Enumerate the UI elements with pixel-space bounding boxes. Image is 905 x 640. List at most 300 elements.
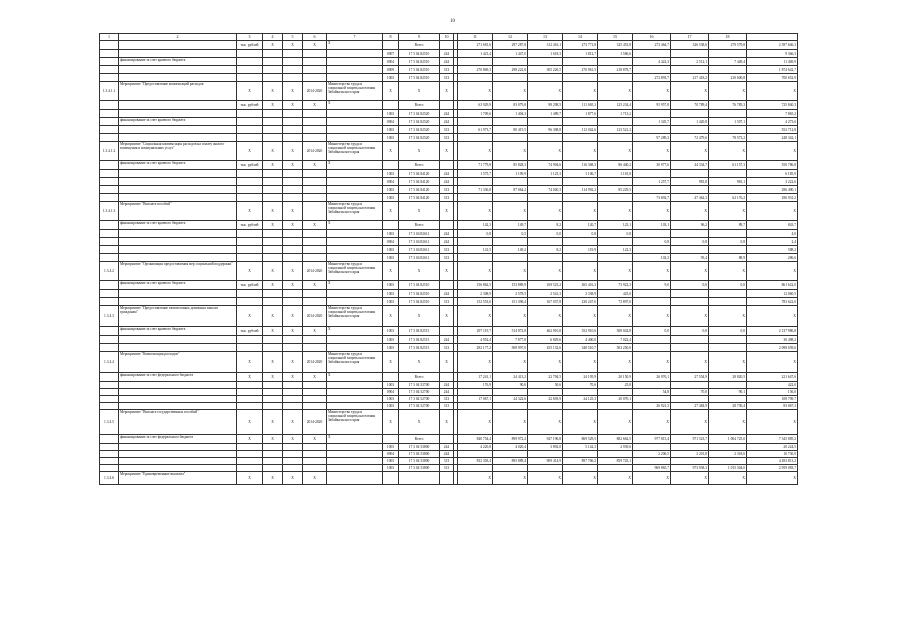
table-cell: 1003: [383, 382, 399, 389]
table-cell: X: [237, 262, 263, 281]
table-cell: X: [671, 472, 709, 485]
table-cell: 508 042,8: [598, 327, 633, 336]
page-number: 10: [450, 19, 455, 24]
table-cell: X: [458, 142, 493, 161]
table-cell: [100, 238, 119, 246]
table-cell: X: [528, 82, 563, 101]
table-cell: 221 647,6: [747, 373, 798, 382]
table-cell: 0,0: [671, 281, 709, 290]
table-cell: X: [671, 352, 709, 373]
table-cell: [493, 389, 528, 396]
table-cell: 17 3 04 82611: [399, 230, 440, 238]
table-cell: X: [528, 262, 563, 281]
table-cell: X: [598, 82, 633, 101]
table-cell: 4 020,4: [493, 444, 528, 451]
table-cell: 80 415,5: [493, 126, 528, 134]
table-cell: X: [303, 41, 327, 50]
table-cell: [100, 170, 119, 178]
table-cell: [119, 246, 237, 254]
table-cell: 1 713,2: [598, 110, 633, 118]
table-cell: [528, 465, 563, 472]
table-cell: 12 060,5: [747, 290, 798, 298]
table-cell: [327, 465, 383, 472]
table-row: [100, 254, 798, 262]
table-cell: [303, 254, 327, 262]
table-cell: [327, 238, 383, 246]
table-cell: X: [493, 410, 528, 435]
table-cell: X: [598, 352, 633, 373]
table-cell: X: [493, 352, 528, 373]
table-cell: [671, 444, 709, 451]
table-cell: X: [747, 142, 798, 161]
table-cell: X: [458, 306, 493, 327]
table-cell: [598, 58, 633, 66]
table-cell: X: [237, 142, 263, 161]
table-cell: 0,8: [671, 238, 709, 246]
table-cell: [458, 58, 493, 66]
table-cell: 122,3: [598, 246, 633, 254]
table-cell: 63 929,9: [458, 101, 493, 110]
table-cell: [303, 202, 327, 221]
table-cell: [303, 186, 327, 194]
table-cell: X: [263, 161, 283, 170]
table-cell: X: [598, 306, 633, 327]
table-cell: 149,2: [493, 246, 528, 254]
header-cell: 17: [671, 34, 709, 41]
table-cell: 116 368,3: [563, 161, 598, 170]
table-cell: [100, 465, 119, 472]
table-cell: 4 493 813,2: [747, 458, 798, 465]
table-cell: [633, 170, 671, 178]
table-cell: X: [283, 262, 303, 281]
table-cell: [493, 238, 528, 246]
table-cell: 1.3.4.2: [100, 262, 119, 281]
table-cell: 2014-2020: [303, 142, 327, 161]
table-cell: [633, 50, 671, 58]
table-cell: [303, 110, 327, 118]
table-cell: X: [440, 202, 454, 221]
table-cell: [263, 444, 283, 451]
table-cell: X: [383, 82, 399, 101]
table-cell: [633, 344, 671, 352]
table-cell: [100, 118, 119, 126]
table-cell: [263, 170, 283, 178]
table-cell: [237, 458, 263, 465]
table-cell: 11 469,9: [747, 58, 798, 66]
table-cell: 4 400,0: [563, 336, 598, 344]
table-cell: 244: [440, 336, 454, 344]
table-cell: [671, 458, 709, 465]
header-cell: 7: [327, 34, 383, 41]
table-cell: Всего: [399, 435, 440, 444]
table-row: [100, 170, 798, 178]
table-cell: 44 334,7: [671, 161, 709, 170]
table-cell: [598, 389, 633, 396]
table-cell: 270 869,3: [458, 66, 493, 74]
table-cell: 1 877,6: [563, 110, 598, 118]
table-cell: [303, 458, 327, 465]
table-row: [100, 344, 798, 352]
table-cell: 17 3 04 82510: [399, 66, 440, 74]
table-cell: [458, 74, 493, 82]
table-row: [100, 126, 798, 134]
table-row: [100, 396, 798, 403]
table-cell: X: [633, 262, 671, 281]
table-cell: 244: [440, 451, 454, 458]
table-cell: 2 541,3: [528, 290, 563, 298]
table-cell: 313: [440, 194, 454, 202]
table-cell: X: [283, 306, 303, 327]
table-cell: [283, 230, 303, 238]
table-row: [100, 336, 798, 344]
table-cell: [263, 465, 283, 472]
table-row: [100, 352, 798, 373]
table-cell: 292 177,2: [458, 344, 493, 352]
table-cell: 1 421,4: [458, 50, 493, 58]
table-row: [100, 110, 798, 118]
table-cell: X: [263, 221, 283, 230]
table-cell: 17 3 04 82520: [399, 110, 440, 118]
table-cell: [303, 465, 327, 472]
table-cell: [303, 396, 327, 403]
table-cell: 17 3 04 52700: [399, 396, 440, 403]
table-cell: [119, 344, 237, 352]
table-cell: X: [528, 410, 563, 435]
table-cell: [283, 298, 303, 306]
table-cell: [709, 50, 747, 58]
table-cell: [237, 126, 263, 134]
table-cell: [709, 344, 747, 352]
table-cell: [100, 327, 119, 336]
table-cell: [237, 118, 263, 126]
table-row: [100, 178, 798, 186]
table-cell: Мероприятие "Выплата пособий": [119, 202, 237, 221]
table-cell: 0,0: [528, 230, 563, 238]
table-cell: X: [399, 262, 440, 281]
table-cell: [263, 58, 283, 66]
table-cell: [237, 396, 263, 403]
table-cell: 17 3 04 82611: [399, 246, 440, 254]
table-cell: 296 490,1: [747, 186, 798, 194]
table-cell: 7 865,2: [747, 110, 798, 118]
table-cell: 61 157,3: [709, 161, 747, 170]
table-cell: [458, 451, 493, 458]
table-cell: 7 022,4: [598, 336, 633, 344]
table-cell: [303, 389, 327, 396]
table-cell: 17 241,1: [458, 373, 493, 382]
table-cell: [327, 58, 383, 66]
table-cell: 83 079,8: [493, 101, 528, 110]
table-cell: [709, 298, 747, 306]
table-cell: 1003: [383, 465, 399, 472]
table-cell: [237, 254, 263, 262]
table-cell: 125 234,4: [598, 101, 633, 110]
table-cell: X: [598, 262, 633, 281]
table-cell: [563, 389, 598, 396]
table-cell: 325 453,8: [598, 41, 633, 50]
table-cell: [263, 344, 283, 352]
table-cell: X: [671, 410, 709, 435]
table-cell: финансирование за счет краевого бюджета: [119, 327, 237, 336]
table-cell: [327, 403, 383, 410]
table-cell: [598, 451, 633, 458]
table-cell: [671, 170, 709, 178]
table-cell: 298 222,8: [493, 66, 528, 74]
table-cell: 297 287,8: [493, 41, 528, 50]
table-cell: 0907: [383, 50, 399, 58]
table-cell: X: [399, 82, 440, 101]
table-cell: 899 972,2: [493, 435, 528, 444]
table-cell: X: [327, 221, 383, 230]
table-cell: [598, 118, 633, 126]
table-cell: 22 693,9: [528, 396, 563, 403]
table-cell: X: [709, 262, 747, 281]
table-cell: X: [709, 352, 747, 373]
table-cell: 111 065,3: [563, 101, 598, 110]
table-cell: 86 440,2: [598, 161, 633, 170]
table-cell: 969 865,7: [633, 465, 671, 472]
table-cell: X: [383, 142, 399, 161]
table-cell: 17 3 04 82510: [399, 74, 440, 82]
table-cell: [100, 254, 119, 262]
table-cell: 1 575,7: [458, 170, 493, 178]
table-cell: X: [283, 202, 303, 221]
table-cell: 1.3.4.6: [100, 472, 119, 485]
table-cell: 149,7: [493, 221, 528, 230]
table-row: [100, 238, 798, 246]
table-cell: [563, 58, 598, 66]
table-cell: X: [327, 161, 383, 170]
table-cell: X: [598, 410, 633, 435]
table-cell: X: [671, 142, 709, 161]
table-cell: [598, 254, 633, 262]
table-cell: [237, 444, 263, 451]
table-cell: [633, 298, 671, 306]
table-row: [100, 58, 798, 66]
table-cell: 85 828,3: [493, 161, 528, 170]
table-cell: 0,0: [671, 327, 709, 336]
table-cell: 156 862,5: [458, 281, 493, 290]
table-cell: 96 308,8: [528, 126, 563, 134]
table-cell: 17 3 04 52700: [399, 403, 440, 410]
table-cell: [327, 118, 383, 126]
table-cell: [709, 396, 747, 403]
table-cell: 0,8: [709, 238, 747, 246]
table-cell: [383, 221, 399, 230]
table-cell: 17 3 04 82510: [399, 58, 440, 66]
table-cell: тыс. рублей: [237, 327, 263, 336]
table-cell: X: [747, 472, 798, 485]
table-cell: [327, 170, 383, 178]
table-cell: [237, 74, 263, 82]
table-cell: X: [303, 221, 327, 230]
table-cell: [283, 254, 303, 262]
table-cell: 7 449,4: [709, 58, 747, 66]
header-cell: 12: [493, 34, 528, 41]
table-cell: 8,2: [528, 246, 563, 254]
table-cell: [237, 50, 263, 58]
table-cell: [493, 194, 528, 202]
table-cell: 1003: [383, 254, 399, 262]
table-cell: [119, 110, 237, 118]
table-cell: 0904: [383, 238, 399, 246]
table-cell: [528, 389, 563, 396]
table-cell: 313: [440, 396, 454, 403]
table-cell: Мероприятие "Социальная компенсация расходов на оплату жилого помещения и коммунальных услуг": [119, 142, 237, 161]
table-cell: 1003: [383, 74, 399, 82]
table-cell: [598, 178, 633, 186]
table-cell: 210 600,8: [709, 74, 747, 82]
financing-table: [99, 33, 798, 485]
table-row: [100, 134, 798, 142]
header-cell: 2: [119, 34, 237, 41]
table-cell: 244: [440, 58, 454, 66]
table-cell: [598, 194, 633, 202]
table-cell: [283, 451, 303, 458]
table-cell: [633, 66, 671, 74]
table-cell: X: [303, 327, 327, 336]
table-cell: 141,5: [458, 246, 493, 254]
table-cell: 313: [440, 298, 454, 306]
table-cell: X: [303, 101, 327, 110]
table-cell: [100, 58, 119, 66]
table-cell: 88,9: [709, 254, 747, 262]
table-cell: 1.3.4.4: [100, 352, 119, 373]
table-cell: [263, 74, 283, 82]
table-cell: Министерство труда и социальной защиты населения Забайкальского края: [327, 306, 383, 327]
table-cell: тыс. рублей: [237, 101, 263, 110]
table-cell: 313: [440, 66, 454, 74]
table-row: [100, 194, 798, 202]
table-cell: 2014-2020: [303, 262, 327, 281]
table-cell: 71 779,8: [458, 161, 493, 170]
table-cell: 859 743,1: [598, 458, 633, 465]
table-cell: 313: [440, 74, 454, 82]
table-cell: [283, 74, 303, 82]
table-cell: X: [399, 352, 440, 373]
table-cell: [440, 101, 454, 110]
table-cell: [100, 74, 119, 82]
table-cell: X: [440, 262, 454, 281]
table-cell: [327, 290, 383, 298]
table-cell: [283, 444, 303, 451]
table-cell: X: [283, 410, 303, 435]
table-cell: X: [440, 410, 454, 435]
table-cell: 1003: [383, 298, 399, 306]
table-cell: [283, 186, 303, 194]
table-cell: [528, 178, 563, 186]
table-cell: Мероприятие "Выплата государственных пособий": [119, 410, 237, 435]
table-cell: [119, 336, 237, 344]
table-cell: X: [440, 306, 454, 327]
table-row: [100, 306, 798, 327]
table-cell: [528, 451, 563, 458]
table-cell: 1003: [383, 444, 399, 451]
table-row: [100, 118, 798, 126]
table-cell: 95,4: [671, 254, 709, 262]
table-cell: [303, 58, 327, 66]
table-row: [100, 262, 798, 281]
table-cell: X: [383, 352, 399, 373]
table-cell: X: [283, 435, 303, 444]
table-cell: [303, 134, 327, 142]
table-cell: 22 794,5: [528, 373, 563, 382]
table-cell: 7 345 885,2: [747, 435, 798, 444]
table-cell: X: [493, 306, 528, 327]
table-cell: 30 977,6: [633, 161, 671, 170]
table-cell: [100, 458, 119, 465]
table-cell: финансирование за счет федерального бюджета: [119, 435, 237, 444]
table-cell: X: [747, 410, 798, 435]
table-cell: X: [263, 435, 283, 444]
header-cell: 10: [440, 34, 454, 41]
table-cell: 843,7: [747, 221, 798, 230]
table-cell: X: [493, 202, 528, 221]
table-cell: [283, 110, 303, 118]
table-cell: 313: [440, 458, 454, 465]
table-cell: [263, 134, 283, 142]
header-row: [100, 34, 798, 41]
table-cell: 61 973,7: [458, 126, 493, 134]
table-cell: [237, 389, 263, 396]
table-cell: [263, 298, 283, 306]
table-cell: [671, 298, 709, 306]
table-cell: [709, 458, 747, 465]
table-cell: [327, 50, 383, 58]
table-cell: 87 064,2: [493, 186, 528, 194]
table-cell: [263, 186, 283, 194]
table-cell: [100, 246, 119, 254]
table-cell: [237, 186, 263, 194]
table-cell: [383, 161, 399, 170]
table-cell: 2 338,9: [563, 290, 598, 298]
table-cell: [493, 451, 528, 458]
table-cell: 1 709,6: [458, 110, 493, 118]
table-cell: Всего: [399, 373, 440, 382]
table-cell: 1003: [383, 403, 399, 410]
table-cell: [327, 74, 383, 82]
table-cell: финансирование за счет краевого бюджета: [119, 161, 237, 170]
table-row: [100, 202, 798, 221]
table-row: [100, 389, 798, 396]
table-cell: 783 622,0: [747, 298, 798, 306]
table-cell: 0904: [383, 451, 399, 458]
table-cell: 2 098 659,6: [747, 344, 798, 352]
table-cell: [633, 382, 671, 389]
table-row: [100, 41, 798, 50]
table-cell: [671, 50, 709, 58]
table-cell: X: [327, 101, 383, 110]
table-cell: X: [598, 472, 633, 485]
table-cell: [440, 161, 454, 170]
table-cell: [237, 336, 263, 344]
table-cell: 895 889,4: [493, 458, 528, 465]
table-cell: X: [458, 262, 493, 281]
table-cell: [100, 134, 119, 142]
table-cell: 73 922,3: [598, 281, 633, 290]
table-cell: 882 662,5: [598, 435, 633, 444]
table-row: [100, 382, 798, 389]
table-cell: 1 447,0: [493, 50, 528, 58]
table-cell: 54,8: [633, 389, 671, 396]
table-cell: [283, 238, 303, 246]
table-cell: [119, 382, 237, 389]
table-cell: X: [399, 202, 440, 221]
table-cell: 1003: [383, 170, 399, 178]
table-cell: [283, 458, 303, 465]
table-cell: X: [528, 352, 563, 373]
table-cell: 74 904,6: [528, 161, 563, 170]
